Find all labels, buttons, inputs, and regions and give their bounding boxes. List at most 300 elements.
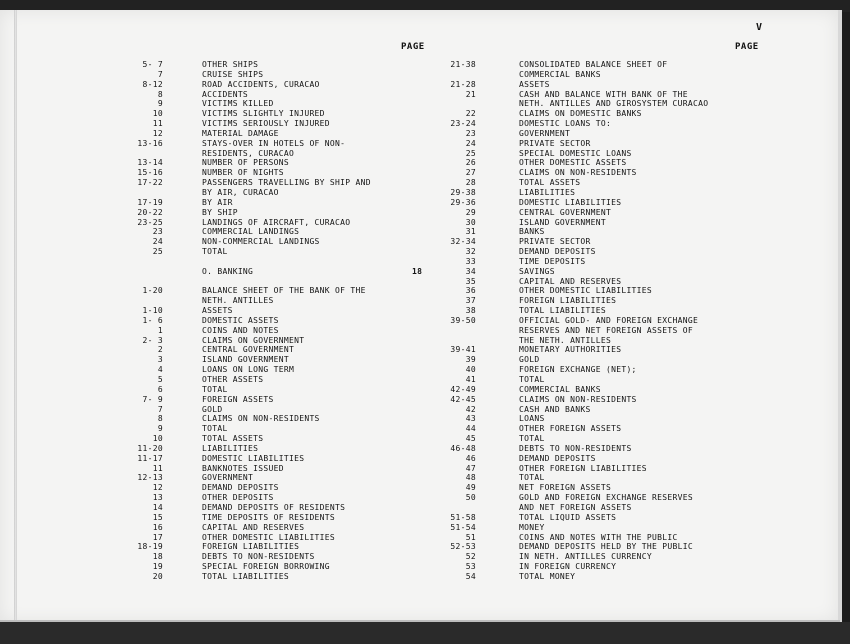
table-number: 14 <box>152 502 163 512</box>
table-number: 16 <box>152 522 163 532</box>
index-entry <box>430 345 760 355</box>
entry-title: NUMBER OF NIGHTS <box>202 168 284 178</box>
table-number: 49 <box>465 483 476 493</box>
table-number: 23-24 <box>450 119 476 129</box>
index-entry <box>100 395 430 405</box>
index-entry <box>430 267 760 277</box>
entry-title: TOTAL LIABILITIES <box>202 571 289 581</box>
entry-title: TOTAL ASSETS <box>519 178 581 188</box>
table-number: 5- 7 <box>142 60 163 69</box>
entry-title: TOTAL LIQUID ASSETS <box>519 512 617 522</box>
entry-title: NON-COMMERCIAL LANDINGS <box>202 237 320 247</box>
index-entry <box>100 80 430 90</box>
entry-title: COMMERCIAL LANDINGS <box>202 227 300 237</box>
table-number: 47 <box>465 463 476 473</box>
entry-title: CLAIMS ON DOMESTIC BANKS <box>519 109 642 119</box>
index-entry <box>430 90 760 100</box>
entry-title: TOTAL ASSETS <box>202 434 264 444</box>
entry-title: DOMESTIC ASSETS <box>202 315 279 325</box>
table-number: 25 <box>152 247 163 257</box>
index-entry <box>100 454 430 464</box>
table-number: 30 <box>465 217 476 227</box>
table-number: 51 <box>465 532 476 542</box>
table-number: 51-58 <box>450 512 476 522</box>
entry-title: NETH. ANTILLES AND GIROSYSTEM CURACAO <box>519 99 709 109</box>
index-entry <box>100 405 430 415</box>
index-entry <box>100 542 430 552</box>
entry-title: CLAIMS ON NON-RESIDENTS <box>519 394 637 404</box>
entry-title: CAPITAL AND RESERVES <box>202 522 305 532</box>
table-number: 11-17 <box>137 453 163 463</box>
entry-title: CAPITAL AND RESERVES <box>519 276 622 286</box>
entry-title: DEMAND DEPOSITS OF RESIDENTS <box>202 502 346 512</box>
index-entry <box>430 306 760 316</box>
index-entry <box>430 562 760 572</box>
entry-title: OTHER DOMESTIC ASSETS <box>519 158 627 168</box>
index-entry <box>100 444 430 454</box>
entry-title: DEMAND DEPOSITS <box>519 247 596 257</box>
entry-title: OTHER DOMESTIC LIABILITIES <box>202 532 336 542</box>
entry-title: TOTAL <box>519 375 545 384</box>
table-number: 46-48 <box>450 443 476 453</box>
index-entry <box>100 552 430 562</box>
table-number: 28 <box>465 178 476 188</box>
table-number: 3 <box>157 355 163 365</box>
index-entry <box>430 365 760 375</box>
entry-title: TOTAL <box>202 247 228 257</box>
index-entry <box>100 375 430 385</box>
index-entry <box>430 513 760 523</box>
index-entry <box>430 493 760 503</box>
entry-title: BANKNOTES ISSUED <box>202 463 284 473</box>
table-number: 15 <box>152 512 163 522</box>
entry-title: DEBTS TO NON-RESIDENTS <box>202 552 315 562</box>
index-entry <box>100 424 430 434</box>
index-entry <box>100 218 430 228</box>
index-entry <box>100 414 430 424</box>
entry-title: OFFICIAL GOLD- AND FOREIGN EXCHANGE <box>519 315 699 325</box>
page-number-roman: V <box>756 22 763 33</box>
index-entry <box>100 149 430 159</box>
index-entry <box>100 70 430 80</box>
index-entry <box>100 277 430 287</box>
index-entry <box>100 60 430 70</box>
index-entry <box>430 158 760 168</box>
index-entry <box>430 237 760 247</box>
table-number: 8 <box>157 414 163 424</box>
index-entry <box>100 286 430 296</box>
index-entry <box>100 355 430 365</box>
index-entry <box>430 257 760 267</box>
entry-title: OTHER ASSETS <box>202 375 264 384</box>
entry-title: AND NET FOREIGN ASSETS <box>519 502 632 512</box>
table-number: 43 <box>465 414 476 424</box>
left-index-column <box>100 60 430 582</box>
entry-title: OTHER SHIPS <box>202 60 259 69</box>
entry-title: FOREIGN LIABILITIES <box>519 296 617 306</box>
entry-title: LOANS <box>519 414 545 424</box>
table-number: 20-22 <box>137 207 163 217</box>
entry-title: CLAIMS ON NON-RESIDENTS <box>202 414 320 424</box>
table-number: 50 <box>465 493 476 503</box>
index-entry <box>100 188 430 198</box>
entry-title: CASH AND BALANCE WITH BANK OF THE <box>519 89 688 99</box>
entry-title: BY AIR, CURACAO <box>202 187 279 197</box>
entry-title: TOTAL <box>202 384 228 394</box>
index-entry <box>100 316 430 326</box>
entry-title: COMMERCIAL BANKS <box>519 69 601 79</box>
entry-title: BY AIR <box>202 197 233 207</box>
table-number: 52-53 <box>450 542 476 552</box>
index-entry <box>100 464 430 474</box>
index-entry <box>100 247 430 257</box>
table-number: 1-20 <box>142 286 163 296</box>
table-number: 4 <box>157 365 163 375</box>
entry-title: COMMERCIAL BANKS <box>519 384 601 394</box>
table-number: 19 <box>152 562 163 572</box>
index-entry <box>430 405 760 415</box>
entry-title: FOREIGN LIABILITIES <box>202 542 300 552</box>
entry-title: COINS AND NOTES <box>202 325 279 335</box>
table-number: 8 <box>157 89 163 99</box>
entry-title: OTHER DOMESTIC LIABILITIES <box>519 286 653 296</box>
index-entry <box>430 375 760 385</box>
index-entry <box>100 533 430 543</box>
index-entry <box>100 198 430 208</box>
entry-title: PRIVATE SECTOR <box>519 237 591 247</box>
index-entry <box>430 99 760 109</box>
entry-title: DOMESTIC LOANS TO: <box>519 119 612 129</box>
index-entry <box>430 523 760 533</box>
index-entry <box>100 336 430 346</box>
table-number: 23 <box>465 128 476 138</box>
index-entry <box>430 503 760 513</box>
table-number: 21-38 <box>450 60 476 69</box>
table-number: 36 <box>465 286 476 296</box>
entry-title: GOLD AND FOREIGN EXCHANGE RESERVES <box>519 493 693 503</box>
entry-title: IN NETH. ANTILLES CURRENCY <box>519 552 653 562</box>
table-number: 38 <box>465 306 476 316</box>
index-entry <box>430 542 760 552</box>
table-number: 1- 6 <box>142 315 163 325</box>
entry-title: PRIVATE SECTOR <box>519 138 591 148</box>
index-entry <box>100 296 430 306</box>
table-number: 31 <box>465 227 476 237</box>
left-page-column-header: PAGE <box>401 42 425 52</box>
entry-title: PASSENGERS TRAVELLING BY SHIP AND <box>202 178 371 188</box>
entry-title: CLAIMS ON GOVERNMENT <box>202 335 305 345</box>
table-number: 9 <box>157 424 163 434</box>
entry-title: TOTAL LIABILITIES <box>519 306 606 316</box>
index-entry <box>430 552 760 562</box>
entry-title: NET FOREIGN ASSETS <box>519 483 612 493</box>
table-number: 39-50 <box>450 315 476 325</box>
entry-title: FOREIGN EXCHANGE (NET); <box>519 365 637 375</box>
table-number: 39-41 <box>450 345 476 355</box>
entry-title: ASSETS <box>519 79 550 89</box>
table-number: 8-12 <box>142 79 163 89</box>
entry-title: NUMBER OF PERSONS <box>202 158 289 168</box>
entry-title: CENTRAL GOVERNMENT <box>202 345 295 355</box>
table-number: 13 <box>152 493 163 503</box>
index-entry <box>100 385 430 395</box>
table-number: 15-16 <box>137 168 163 178</box>
table-number: 40 <box>465 365 476 375</box>
entry-title: BALANCE SHEET OF THE BANK OF THE <box>202 286 366 296</box>
index-entry <box>430 70 760 80</box>
entry-title: TIME DEPOSITS OF RESIDENTS <box>202 512 336 522</box>
table-number: 20 <box>152 571 163 581</box>
index-entry <box>100 208 430 218</box>
entry-title: DEMAND DEPOSITS <box>519 453 596 463</box>
index-entry <box>430 149 760 159</box>
table-number: 18-19 <box>137 542 163 552</box>
index-entry <box>100 109 430 119</box>
entry-title: VICTIMS SERIOUSLY INJURED <box>202 119 330 129</box>
table-number: 29-38 <box>450 187 476 197</box>
entry-title: VICTIMS SLIGHTLY INJURED <box>202 109 325 119</box>
entry-title: GOVERNMENT <box>519 128 571 138</box>
table-number: 7- 9 <box>142 394 163 404</box>
index-entry <box>100 158 430 168</box>
index-entry <box>430 395 760 405</box>
entry-title: FOREIGN ASSETS <box>202 394 274 404</box>
index-entry <box>100 306 430 316</box>
index-entry <box>430 139 760 149</box>
table-number: 42 <box>465 404 476 414</box>
table-number: 1-10 <box>142 306 163 316</box>
table-number: 18 <box>152 552 163 562</box>
entry-title: TOTAL MONEY <box>519 571 576 581</box>
table-number: 11 <box>152 463 163 473</box>
table-number: 52 <box>465 552 476 562</box>
table-number: 21-28 <box>450 79 476 89</box>
index-entry <box>430 286 760 296</box>
index-entry <box>430 208 760 218</box>
entry-title: BANKS <box>519 227 545 237</box>
table-number: 17-22 <box>137 178 163 188</box>
table-number: 53 <box>465 562 476 572</box>
entry-title: RESERVES AND NET FOREIGN ASSETS OF <box>519 325 693 335</box>
entry-title: GOVERNMENT <box>202 473 254 483</box>
entry-title: DEBTS TO NON-RESIDENTS <box>519 443 632 453</box>
index-entry <box>430 188 760 198</box>
table-number: 21 <box>465 89 476 99</box>
index-entry <box>100 227 430 237</box>
entry-title: NETH. ANTILLES <box>202 296 274 306</box>
entry-title: GOLD <box>519 355 540 365</box>
table-number: 2 <box>157 345 163 355</box>
index-entry <box>430 316 760 326</box>
index-entry <box>430 483 760 493</box>
index-entry <box>430 168 760 178</box>
table-number: 35 <box>465 276 476 286</box>
table-number: 29 <box>465 207 476 217</box>
table-number: 1 <box>157 325 163 335</box>
entry-title: CLAIMS ON NON-RESIDENTS <box>519 168 637 178</box>
entry-title: ASSETS <box>202 306 233 316</box>
entry-title: IN FOREIGN CURRENCY <box>519 562 617 572</box>
index-entry <box>100 365 430 375</box>
table-number: 9 <box>157 99 163 109</box>
entry-title: COINS AND NOTES WITH THE PUBLIC <box>519 532 678 542</box>
table-number: 34 <box>465 266 476 276</box>
entry-title: DEMAND DEPOSITS <box>202 483 279 493</box>
index-entry <box>430 178 760 188</box>
table-number: 11 <box>152 119 163 129</box>
entry-title: TOTAL <box>519 473 545 483</box>
index-entry <box>430 198 760 208</box>
index-entry <box>430 129 760 139</box>
table-number: 24 <box>465 138 476 148</box>
entry-title: RESIDENTS, CURACAO <box>202 148 295 158</box>
entry-title: MONEY <box>519 522 545 532</box>
table-number: 23 <box>152 227 163 237</box>
table-number: 41 <box>465 375 476 384</box>
index-entry <box>430 434 760 444</box>
table-number: 29-36 <box>450 197 476 207</box>
table-number: 44 <box>465 424 476 434</box>
entry-title: TOTAL <box>519 434 545 444</box>
table-number: 23-25 <box>137 217 163 227</box>
index-entry <box>100 257 430 267</box>
table-number: 32 <box>465 247 476 257</box>
index-entry <box>430 326 760 336</box>
entry-title: SPECIAL FOREIGN BORROWING <box>202 562 330 572</box>
table-number: 10 <box>152 434 163 444</box>
index-entry <box>100 513 430 523</box>
entry-title: ISLAND GOVERNMENT <box>202 355 289 365</box>
table-number: 51-54 <box>450 522 476 532</box>
scan-bottom-edge <box>0 622 850 644</box>
entry-title: ISLAND GOVERNMENT <box>519 217 606 227</box>
index-entry <box>430 119 760 129</box>
table-number: 39 <box>465 355 476 365</box>
index-entry <box>430 385 760 395</box>
index-entry <box>100 119 430 129</box>
table-number: 13-16 <box>137 138 163 148</box>
page-reference: 18 <box>412 266 423 276</box>
table-number: 42-45 <box>450 394 476 404</box>
table-number: 17-19 <box>137 197 163 207</box>
table-number: 17 <box>152 532 163 542</box>
table-number: 6 <box>157 384 163 394</box>
table-number: 37 <box>465 296 476 306</box>
entry-title: TIME DEPOSITS <box>519 256 586 266</box>
entry-title: LOANS ON LONG TERM <box>202 365 295 375</box>
entry-title: LANDINGS OF AIRCRAFT, CURACAO <box>202 217 351 227</box>
index-entry <box>430 227 760 237</box>
index-entry <box>430 533 760 543</box>
entry-title: MONETARY AUTHORITIES <box>519 345 622 355</box>
table-number: 12 <box>152 483 163 493</box>
index-entry <box>100 178 430 188</box>
index-entry <box>430 444 760 454</box>
table-number: 2- 3 <box>142 335 163 345</box>
table-number: 25 <box>465 148 476 158</box>
index-entry <box>430 473 760 483</box>
entry-title: OTHER DEPOSITS <box>202 493 274 503</box>
index-entry <box>100 483 430 493</box>
table-number: 10 <box>152 109 163 119</box>
entry-title: ROAD ACCIDENTS, CURACAO <box>202 79 320 89</box>
entry-title: DOMESTIC LIABILITIES <box>202 453 305 463</box>
index-entry <box>100 345 430 355</box>
entry-title: O. BANKING <box>202 266 254 276</box>
index-entry <box>430 247 760 257</box>
index-entry <box>100 503 430 513</box>
index-entry <box>100 129 430 139</box>
index-entry <box>100 523 430 533</box>
index-entry <box>100 237 430 247</box>
index-entry <box>100 562 430 572</box>
index-entry <box>430 109 760 119</box>
table-number: 5 <box>157 375 163 384</box>
index-entry <box>430 336 760 346</box>
index-entry <box>430 464 760 474</box>
right-index-column <box>430 60 760 582</box>
index-entry <box>100 139 430 149</box>
index-entry <box>430 424 760 434</box>
table-number: 48 <box>465 473 476 483</box>
table-number: 7 <box>157 69 163 79</box>
table-number: 12 <box>152 128 163 138</box>
table-number: 12-13 <box>137 473 163 483</box>
table-number: 26 <box>465 158 476 168</box>
right-page-column-header: PAGE <box>735 42 759 52</box>
index-entry <box>430 80 760 90</box>
entry-title: LIABILITIES <box>202 443 259 453</box>
index-entry <box>430 60 760 70</box>
section-heading <box>100 267 430 277</box>
entry-title: STAYS-OVER IN HOTELS OF NON- <box>202 138 346 148</box>
table-number: 24 <box>152 237 163 247</box>
entry-title: OTHER FOREIGN LIABILITIES <box>519 463 647 473</box>
table-number: 27 <box>465 168 476 178</box>
entry-title: ACCIDENTS <box>202 89 249 99</box>
index-entry <box>430 277 760 287</box>
entry-title: CONSOLIDATED BALANCE SHEET OF <box>519 60 668 69</box>
index-entry <box>100 434 430 444</box>
index-entry <box>100 99 430 109</box>
table-number: 13-14 <box>137 158 163 168</box>
entry-title: CASH AND BANKS <box>519 404 591 414</box>
index-entry <box>430 296 760 306</box>
table-number: 22 <box>465 109 476 119</box>
entry-title: CENTRAL GOVERNMENT <box>519 207 612 217</box>
table-number: 54 <box>465 571 476 581</box>
entry-title: SAVINGS <box>519 266 555 276</box>
index-entry <box>430 414 760 424</box>
table-number: 32-34 <box>450 237 476 247</box>
index-entry <box>430 218 760 228</box>
entry-title: VICTIMS KILLED <box>202 99 274 109</box>
table-number: 45 <box>465 434 476 444</box>
table-number: 11-20 <box>137 443 163 453</box>
entry-title: TOTAL <box>202 424 228 434</box>
index-entry <box>100 168 430 178</box>
entry-title: THE NETH. ANTILLES <box>519 335 612 345</box>
page-binding <box>14 10 17 622</box>
entry-title: LIABILITIES <box>519 187 576 197</box>
index-entry <box>100 572 430 582</box>
index-entry <box>100 326 430 336</box>
table-number: 33 <box>465 256 476 266</box>
index-entry <box>430 572 760 582</box>
table-number: 7 <box>157 404 163 414</box>
entry-title: SPECIAL DOMESTIC LOANS <box>519 148 632 158</box>
table-number: 46 <box>465 453 476 463</box>
